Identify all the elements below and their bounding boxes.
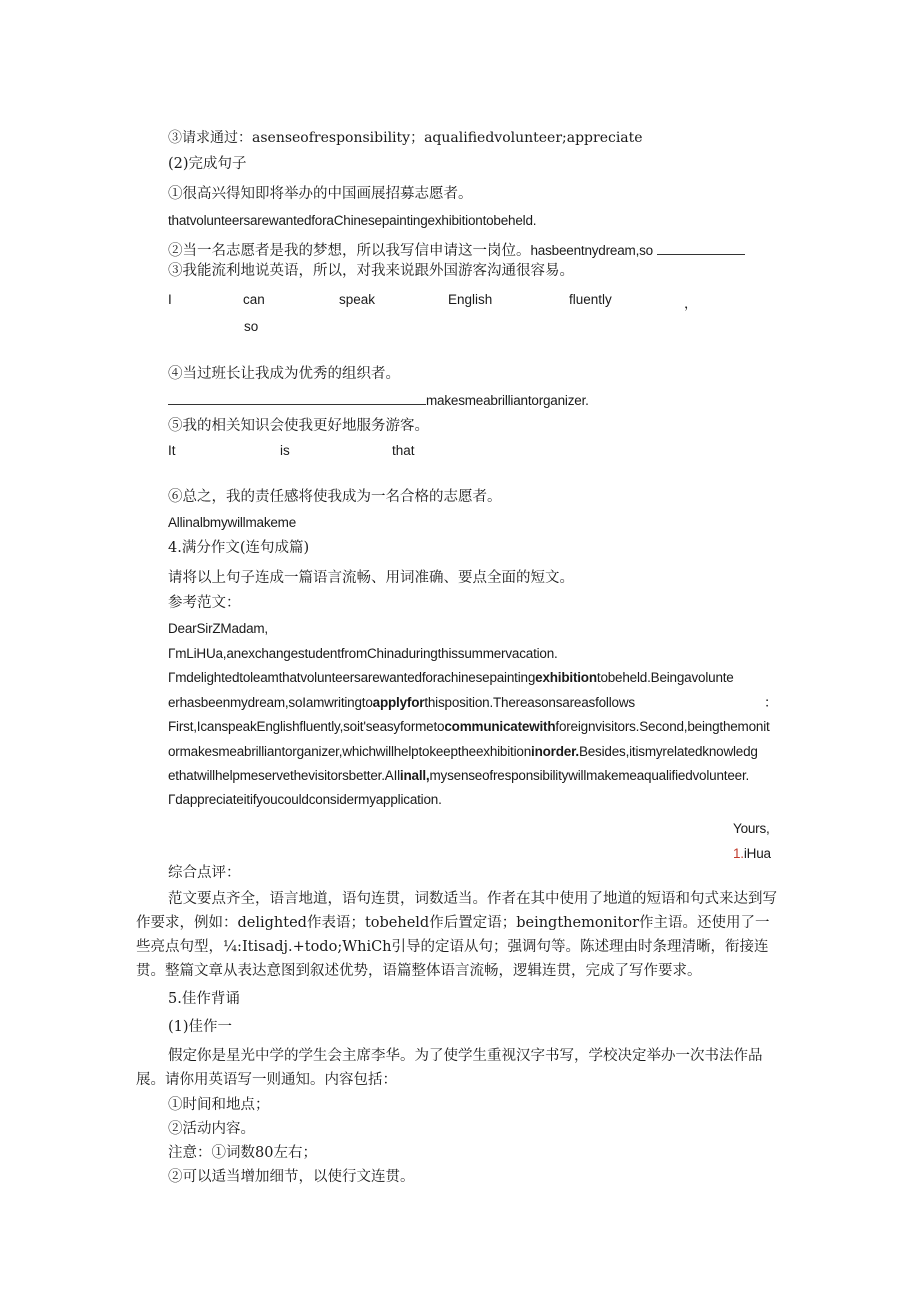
section-4-instruction: 请将以上句子连成一篇语言流畅、用词准确、要点全面的短文。	[168, 570, 574, 586]
note-2: ②可以适当增加细节，以使行文连贯。	[168, 1169, 415, 1185]
letter-para-1: ΓmLiHUa,anexchangestudentfromChinaduringthissummervacation.	[168, 646, 558, 661]
letter-line-6: ethatwillhelpmeservethevisitorsbetter.AIlinall,mysenseofresponsibilitywillmakemeaqualifiedvolunteer.	[168, 768, 750, 783]
review-title: 综合点评：	[168, 865, 241, 881]
section-5-sub: (1)佳作一	[168, 1019, 233, 1035]
q4-chinese: ④当过班长让我成为优秀的组织者。	[168, 366, 400, 382]
q2-blank[interactable]	[657, 240, 745, 255]
letter-para-7: Γdappreciateitifyoucouldconsidermyapplication.	[168, 792, 442, 807]
note-1: 注意：①词数80左右；	[168, 1145, 317, 1161]
review-paragraph: 范文要点齐全，语言地道，语句连贯，词数适当。作者在其中使用了地道的短语和句式来达到写作要求，例如：delighted作表语；tobeheld作后置定语；beingthemonitor作主语。还使用了一些亮点句型，¼:Itisadj.+todo;WhiCh引导的定语从句；强调句等。陈述理由时条理清晰，衔接连贯。整篇文章从表达意图到叙述优势，语篇整体语言流畅，逻辑连贯，完成了写作要求。	[136, 891, 777, 979]
hint-line-3: ③请求通过：asenseofresponsibility；aqualifiedvolunteer;appreciate	[168, 130, 643, 146]
q3-word: speak	[339, 292, 376, 307]
q5-word: is	[280, 443, 290, 458]
q5-chinese: ⑤我的相关知识会使我更好地服务游客。	[168, 418, 429, 434]
q4-blank[interactable]	[168, 390, 426, 405]
q5-word: It	[168, 443, 176, 458]
q3-word: English	[448, 292, 493, 307]
letter-line-3: erhasbeenmydream,soIamwritingtoapplyforthisposition.Thereasonsareasfollows ：	[168, 695, 778, 710]
section-4-title: 4.满分作文(连句成篇)	[168, 540, 310, 556]
q3-chinese: ③我能流利地说英语，所以，对我来说跟外国游客沟通很容易。	[168, 263, 574, 279]
section-5-title: 5.佳作背诵	[168, 991, 240, 1007]
q1-chinese: ①很高兴得知即将举办的中国画展招募志愿者。	[168, 186, 473, 202]
q3-word: ，	[684, 296, 698, 311]
letter-signature: 1.iHua	[733, 846, 771, 861]
task-item-1: ①时间和地点；	[168, 1097, 270, 1113]
letter-line-2: Γmdelightedtoleamthatvolunteersarewantedforachinesepaintingexhibitiontobeheld.Beingavolunte	[168, 670, 734, 685]
section-complete-sentences: (2)完成句子	[168, 156, 247, 172]
task-item-2: ②活动内容。	[168, 1121, 255, 1137]
q3-so: so	[244, 319, 259, 334]
task-paragraph: 假定你是星光中学的学生会主席李华。为了使学生重视汉字书写，学校决定举办一次书法作品展。请你用英语写一则通知。内容包括：	[136, 1048, 763, 1088]
q3-word: fluently	[569, 292, 612, 307]
q6-chinese: ⑥总之，我的责任感将使我成为一名合格的志愿者。	[168, 489, 502, 505]
letter-line-4: First,IcanspeakEnglishfluently,soit'seasyformetocommunicatewithforeignvisitors.Second,beingthemonit	[168, 719, 770, 734]
q3-word: can	[243, 292, 265, 307]
q5-word: that	[392, 443, 415, 458]
letter-line-5: ormakesmeabrilliantorganizer,whichwillhelptokeeptheexhibitioninorder.Besides,itismyrelatedknowledg	[168, 744, 758, 759]
q2-line: ②当一名志愿者是我的梦想，所以我写信申请这一岗位。hasbeentnydream,so	[168, 240, 745, 260]
letter-greeting: DearSirZMadam,	[168, 621, 268, 636]
sample-label: 参考范文：	[168, 595, 241, 611]
q4-english: makesmeabrilliantorganizer.	[168, 390, 589, 410]
q6-english: Allinalbmywillmakeme	[168, 515, 297, 530]
q1-english: thatvolunteersarewantedforaChinesepaintingexhibitiontobeheld.	[168, 213, 537, 228]
q3-word: I	[168, 292, 172, 307]
letter-closing: Yours,	[733, 821, 770, 836]
